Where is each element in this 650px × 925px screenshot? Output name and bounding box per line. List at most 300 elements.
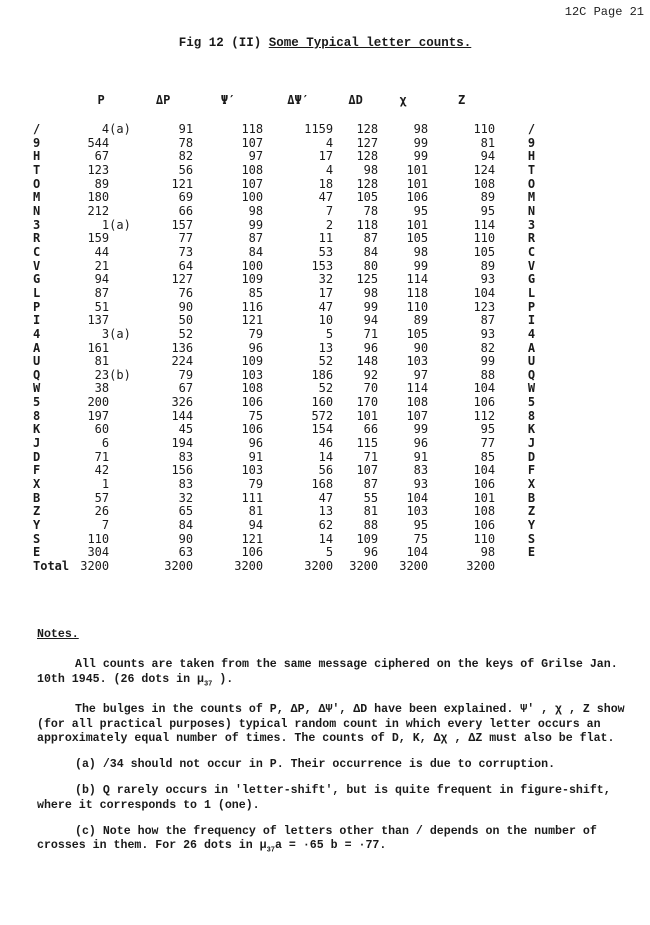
cell-p-note xyxy=(109,505,133,519)
cell-delta-d: 87 xyxy=(363,477,379,492)
row-letter: Z xyxy=(33,504,41,519)
cell-p-note xyxy=(109,382,133,396)
cell-p: 544 xyxy=(87,135,110,150)
cell-psi: 98 xyxy=(248,203,264,218)
cell-p: 42 xyxy=(94,463,110,478)
cell-delta-d: 92 xyxy=(363,367,379,382)
row-letter-right: A xyxy=(527,340,536,355)
cell-psi: 106 xyxy=(241,395,264,410)
cell-chi: 105 xyxy=(406,231,429,246)
note-c-end: a = ·65 b = ·77. xyxy=(275,839,387,853)
cell-chi: 107 xyxy=(406,408,429,423)
cell-delta-p: 63 xyxy=(178,545,194,560)
row-letter-right: D xyxy=(527,449,536,464)
total-p-note xyxy=(109,560,133,574)
cell-p: 44 xyxy=(94,244,110,259)
row-letter-right: F xyxy=(527,463,536,478)
total-right xyxy=(495,560,535,574)
cell-z: 108 xyxy=(473,176,496,191)
cell-psi: 87 xyxy=(248,231,264,246)
cell-z: 110 xyxy=(473,231,496,246)
cell-delta-p: 326 xyxy=(171,395,194,410)
row-letter-right: 9 xyxy=(527,135,536,150)
cell-delta-psi: 13 xyxy=(318,504,334,519)
cell-delta-d: 118 xyxy=(356,217,379,232)
cell-p: 1 xyxy=(101,477,110,492)
table-row xyxy=(33,314,535,328)
row-letter-right: Y xyxy=(527,518,536,533)
row-letter-right: C xyxy=(527,244,536,259)
cell-delta-psi: 52 xyxy=(318,354,334,369)
cell-chi: 99 xyxy=(413,149,429,164)
cell-z: 104 xyxy=(473,381,496,396)
cell-delta-d: 71 xyxy=(363,326,379,341)
cell-z: 106 xyxy=(473,477,496,492)
cell-psi: 84 xyxy=(248,244,264,259)
row-letter: D xyxy=(33,449,41,464)
cell-delta-d: 96 xyxy=(363,545,379,560)
row-letter-right: 4 xyxy=(527,326,536,341)
cell-psi: 96 xyxy=(248,436,264,451)
cell-z: 105 xyxy=(473,244,496,259)
row-letter-right: O xyxy=(527,176,536,191)
cell-delta-psi: 18 xyxy=(318,176,334,191)
total-chi: 3200 xyxy=(399,559,429,573)
row-letter: L xyxy=(33,285,41,300)
cell-chi: 114 xyxy=(406,381,429,396)
cell-delta-psi: 56 xyxy=(318,463,334,478)
cell-z: 95 xyxy=(480,422,496,437)
cell-chi: 108 xyxy=(406,395,429,410)
cell-p-note xyxy=(109,355,133,369)
cell-chi: 114 xyxy=(406,272,429,287)
cell-psi: 103 xyxy=(241,463,264,478)
cell-delta-psi: 2 xyxy=(325,217,334,232)
row-letter: 9 xyxy=(33,135,41,150)
table-row xyxy=(33,396,535,410)
table-row xyxy=(33,205,535,219)
note-c-sub: 37 xyxy=(266,846,275,855)
cell-delta-p: 136 xyxy=(171,340,194,355)
cell-chi: 110 xyxy=(406,299,429,314)
cell-p-note xyxy=(109,178,133,192)
cell-psi: 97 xyxy=(248,149,264,164)
cell-chi: 104 xyxy=(406,490,429,505)
notes-para-1-text: All counts are taken from the same message ciphered on the keys of Grilse Jan. 10th 1945. (26 dots in μ xyxy=(37,658,618,686)
cell-psi: 109 xyxy=(241,354,264,369)
row-letter: E xyxy=(33,545,41,560)
cell-delta-d: 107 xyxy=(356,463,379,478)
row-letter: T xyxy=(33,162,41,177)
total-dd: 3200 xyxy=(349,559,379,573)
table-row xyxy=(33,150,535,164)
cell-p: 110 xyxy=(87,531,110,546)
cell-delta-psi: 52 xyxy=(318,381,334,396)
row-letter: 8 xyxy=(33,408,41,423)
row-letter: 4 xyxy=(33,326,41,341)
cell-p-note xyxy=(109,342,133,356)
cell-delta-psi: 154 xyxy=(311,422,334,437)
table-row xyxy=(33,178,535,192)
row-letter-right: 3 xyxy=(527,217,536,232)
row-letter-right: 5 xyxy=(527,395,536,410)
row-letter: J xyxy=(33,436,41,451)
table-row xyxy=(33,342,535,356)
cell-delta-d: 127 xyxy=(356,135,379,150)
cell-delta-d: 66 xyxy=(363,422,379,437)
table-row xyxy=(33,478,535,492)
cell-z: 114 xyxy=(473,217,496,232)
header-p: P xyxy=(97,93,105,108)
cell-delta-p: 90 xyxy=(178,531,194,546)
notes-para-2: The bulges in the counts of P, ΔP, ΔΨ′, ΔD have been explained. Ψ′ , χ , Z show (for all practical purposes) typical random count in which every letter occurs an approximately equal number of times. The counts of D, K, Δχ , ΔZ must also be flat. xyxy=(37,703,625,745)
cell-delta-p: 66 xyxy=(178,203,194,218)
cell-delta-p: 76 xyxy=(178,285,194,300)
cell-z: 77 xyxy=(480,436,496,451)
cell-chi: 95 xyxy=(413,518,429,533)
cell-delta-d: 71 xyxy=(363,449,379,464)
table-row xyxy=(33,451,535,465)
row-letter-right: H xyxy=(527,149,536,164)
cell-delta-psi: 4 xyxy=(325,162,334,177)
cell-chi: 103 xyxy=(406,504,429,519)
row-letter-right: Q xyxy=(527,367,536,382)
cell-delta-psi: 572 xyxy=(311,408,334,423)
cell-delta-p: 224 xyxy=(171,354,194,369)
cell-chi: 90 xyxy=(413,340,429,355)
notes-heading: Notes. xyxy=(37,628,79,641)
cell-chi: 106 xyxy=(406,190,429,205)
row-letter: Q xyxy=(33,367,41,382)
cell-z: 89 xyxy=(480,258,496,273)
cell-delta-p: 157 xyxy=(171,217,194,232)
header-z: Z xyxy=(458,93,466,108)
cell-z: 99 xyxy=(480,354,496,369)
cell-z: 87 xyxy=(480,313,496,328)
table-row xyxy=(33,260,535,274)
letter-counts-table xyxy=(33,93,535,574)
total-z: 3200 xyxy=(466,559,496,573)
table-header-row xyxy=(33,93,535,123)
table-row xyxy=(33,546,535,560)
cell-p: 89 xyxy=(94,176,110,191)
cell-psi: 109 xyxy=(241,272,264,287)
header-psi: Ψ′ xyxy=(220,93,236,108)
cell-delta-d: 105 xyxy=(356,190,379,205)
cell-delta-d: 125 xyxy=(356,272,379,287)
cell-p-note xyxy=(109,273,133,287)
cell-psi: 103 xyxy=(241,367,264,382)
cell-delta-d: 88 xyxy=(363,518,379,533)
cell-psi: 100 xyxy=(241,258,264,273)
cell-delta-psi: 17 xyxy=(318,149,334,164)
cell-delta-psi: 14 xyxy=(318,449,334,464)
row-letter: P xyxy=(33,299,41,314)
cell-p: 304 xyxy=(87,545,110,560)
cell-delta-p: 45 xyxy=(178,422,194,437)
cell-p: 4 xyxy=(101,122,110,136)
cell-p: 161 xyxy=(87,340,110,355)
table-row xyxy=(33,410,535,424)
total-psi: 3200 xyxy=(234,559,264,573)
header-letter xyxy=(33,93,69,123)
header-chi: χ xyxy=(399,93,407,108)
cell-delta-p: 65 xyxy=(178,504,194,519)
cell-delta-d: 109 xyxy=(356,531,379,546)
cell-p-note xyxy=(109,287,133,301)
cell-delta-psi: 168 xyxy=(311,477,334,492)
cell-p: 159 xyxy=(87,231,110,246)
cell-delta-d: 128 xyxy=(356,176,379,191)
cell-p-note xyxy=(109,410,133,424)
cell-delta-psi: 4 xyxy=(325,135,334,150)
total-row xyxy=(33,560,535,574)
row-letter: X xyxy=(33,477,41,492)
cell-delta-p: 82 xyxy=(178,149,194,164)
cell-delta-d: 101 xyxy=(356,408,379,423)
row-letter-right: K xyxy=(527,422,536,437)
row-letter-right: 8 xyxy=(527,408,536,423)
row-letter-right: T xyxy=(527,162,536,177)
cell-chi: 93 xyxy=(413,477,429,492)
table-row xyxy=(33,423,535,437)
cell-psi: 79 xyxy=(248,326,264,341)
cell-delta-psi: 7 xyxy=(325,203,334,218)
cell-p-note xyxy=(109,492,133,506)
cell-p: 123 xyxy=(87,162,110,177)
cell-psi: 106 xyxy=(241,422,264,437)
cell-p: 200 xyxy=(87,395,110,410)
cell-delta-d: 98 xyxy=(363,285,379,300)
cell-delta-psi: 160 xyxy=(311,395,334,410)
cell-chi: 99 xyxy=(413,422,429,437)
cell-p: 51 xyxy=(94,299,110,314)
cell-z: 106 xyxy=(473,395,496,410)
table-row xyxy=(33,533,535,547)
cell-delta-p: 156 xyxy=(171,463,194,478)
cell-p: 81 xyxy=(94,354,110,369)
row-letter-right: S xyxy=(527,531,536,546)
cell-chi: 95 xyxy=(413,203,429,218)
cell-chi: 89 xyxy=(413,313,429,328)
total-dp: 3200 xyxy=(164,559,194,573)
cell-p-note xyxy=(109,150,133,164)
cell-p: 137 xyxy=(87,313,110,328)
cell-z: 81 xyxy=(480,135,496,150)
row-letter: Y xyxy=(33,518,41,533)
cell-delta-psi: 62 xyxy=(318,518,334,533)
total-dpsi: 3200 xyxy=(304,559,334,573)
cell-delta-d: 170 xyxy=(356,395,379,410)
row-letter: G xyxy=(33,272,41,287)
cell-delta-p: 67 xyxy=(178,381,194,396)
header-delta-d: ΔD xyxy=(348,93,363,108)
row-letter: V xyxy=(33,258,41,273)
notes-para-1 xyxy=(37,658,627,691)
cell-p-note xyxy=(109,301,133,315)
row-letter-right: M xyxy=(527,190,536,205)
cell-p: 26 xyxy=(94,504,110,519)
row-letter: W xyxy=(33,381,41,396)
note-a: (a) /34 should not occur in P. Their occurrence is due to corruption. xyxy=(75,758,556,772)
cell-chi: 101 xyxy=(406,176,429,191)
figure-title-text: Some Typical letter counts. xyxy=(268,36,472,50)
cell-p: 6 xyxy=(101,436,110,451)
cell-delta-p: 83 xyxy=(178,449,194,464)
cell-chi: 101 xyxy=(406,162,429,177)
cell-p-note xyxy=(109,137,133,151)
table-row xyxy=(33,301,535,315)
cell-delta-psi: 47 xyxy=(318,299,334,314)
cell-delta-p: 50 xyxy=(178,313,194,328)
cell-delta-psi: 53 xyxy=(318,244,334,259)
cell-delta-d: 128 xyxy=(356,122,379,136)
cell-delta-d: 78 xyxy=(363,203,379,218)
cell-chi: 99 xyxy=(413,135,429,150)
table-row xyxy=(33,328,535,342)
cell-z: 94 xyxy=(480,149,496,164)
cell-delta-psi: 10 xyxy=(318,313,334,328)
row-letter: / xyxy=(33,122,41,136)
cell-z: 85 xyxy=(480,449,496,464)
cell-z: 88 xyxy=(480,367,496,382)
cell-z: 101 xyxy=(473,490,496,505)
cell-delta-p: 52 xyxy=(178,326,194,341)
cell-delta-d: 148 xyxy=(356,354,379,369)
cell-chi: 96 xyxy=(413,436,429,451)
notes-para-1-end: ). xyxy=(212,672,234,686)
total-p: 3200 xyxy=(80,559,110,573)
row-letter-right: W xyxy=(527,381,536,396)
row-letter: 5 xyxy=(33,395,41,410)
table-row xyxy=(33,219,535,233)
cell-p-note xyxy=(109,478,133,492)
cell-psi: 81 xyxy=(248,504,264,519)
table-row xyxy=(33,232,535,246)
cell-p-note xyxy=(109,260,133,274)
row-letter: C xyxy=(33,244,41,259)
cell-z: 93 xyxy=(480,326,496,341)
cell-psi: 118 xyxy=(241,122,264,136)
table-row xyxy=(33,355,535,369)
row-letter: U xyxy=(33,354,41,369)
cell-delta-psi: 14 xyxy=(318,531,334,546)
cell-psi: 79 xyxy=(248,477,264,492)
cell-psi: 100 xyxy=(241,190,264,205)
cell-psi: 107 xyxy=(241,176,264,191)
row-letter: B xyxy=(33,490,41,505)
cell-delta-p: 56 xyxy=(178,162,194,177)
table-row xyxy=(33,164,535,178)
cell-p: 21 xyxy=(94,258,110,273)
table-row xyxy=(33,505,535,519)
cell-delta-psi: 47 xyxy=(318,490,334,505)
cell-p: 57 xyxy=(94,490,110,505)
cell-z: 104 xyxy=(473,463,496,478)
cell-delta-d: 81 xyxy=(363,504,379,519)
cell-delta-d: 99 xyxy=(363,299,379,314)
cell-z: 82 xyxy=(480,340,496,355)
cell-p: 1 xyxy=(101,217,110,232)
row-letter-right: I xyxy=(527,313,536,328)
cell-z: 123 xyxy=(473,299,496,314)
cell-psi: 91 xyxy=(248,449,264,464)
cell-z: 98 xyxy=(480,545,496,560)
cell-delta-psi: 1159 xyxy=(304,122,334,136)
cell-delta-d: 84 xyxy=(363,244,379,259)
cell-psi: 121 xyxy=(241,531,264,546)
table-row xyxy=(33,437,535,451)
cell-p-note xyxy=(109,533,133,547)
table-row xyxy=(33,382,535,396)
row-letter-right: R xyxy=(527,231,536,246)
cell-p: 212 xyxy=(87,203,110,218)
cell-z: 104 xyxy=(473,285,496,300)
cell-z: 93 xyxy=(480,272,496,287)
cell-p-note xyxy=(109,546,133,560)
cell-p: 71 xyxy=(94,449,110,464)
figure-label: Fig 12 (II) xyxy=(178,36,262,50)
cell-p-note xyxy=(109,232,133,246)
cell-p: 38 xyxy=(94,381,110,396)
row-letter-right: P xyxy=(527,299,536,314)
cell-psi: 94 xyxy=(248,518,264,533)
cell-psi: 108 xyxy=(241,162,264,177)
cell-z: 95 xyxy=(480,203,496,218)
cell-delta-d: 80 xyxy=(363,258,379,273)
row-letter-right: N xyxy=(527,203,536,218)
cell-chi: 105 xyxy=(406,326,429,341)
cell-delta-p: 84 xyxy=(178,518,194,533)
row-letter-right: V xyxy=(527,258,536,273)
cell-delta-psi: 32 xyxy=(318,272,334,287)
cell-psi: 116 xyxy=(241,299,264,314)
cell-p: 197 xyxy=(87,408,110,423)
cell-z: 89 xyxy=(480,190,496,205)
cell-delta-psi: 186 xyxy=(311,367,334,382)
cell-delta-p: 64 xyxy=(178,258,194,273)
cell-delta-psi: 5 xyxy=(325,326,334,341)
cell-psi: 106 xyxy=(241,545,264,560)
cell-delta-p: 127 xyxy=(171,272,194,287)
cell-delta-psi: 47 xyxy=(318,190,334,205)
row-letter: R xyxy=(33,231,41,246)
notes-para-1-sub: 37 xyxy=(203,679,213,688)
cell-p: 94 xyxy=(94,272,110,287)
cell-delta-p: 194 xyxy=(171,436,194,451)
row-letter: N xyxy=(33,203,41,218)
cell-psi: 108 xyxy=(241,381,264,396)
cell-delta-p: 73 xyxy=(178,244,194,259)
row-letter: 3 xyxy=(33,217,41,232)
figure-title xyxy=(0,36,650,50)
table-row xyxy=(33,191,535,205)
row-letter: A xyxy=(33,340,41,355)
table-row xyxy=(33,246,535,260)
table-row xyxy=(33,519,535,533)
row-letter: S xyxy=(33,531,41,546)
cell-z: 124 xyxy=(473,162,496,177)
table-row xyxy=(33,464,535,478)
table-row xyxy=(33,369,535,383)
cell-psi: 111 xyxy=(241,490,264,505)
cell-delta-p: 121 xyxy=(171,176,194,191)
cell-delta-p: 32 xyxy=(178,490,194,505)
cell-delta-d: 96 xyxy=(363,340,379,355)
cell-p-note: (a) xyxy=(109,326,131,341)
cell-psi: 121 xyxy=(241,313,264,328)
cell-p: 67 xyxy=(94,149,110,164)
